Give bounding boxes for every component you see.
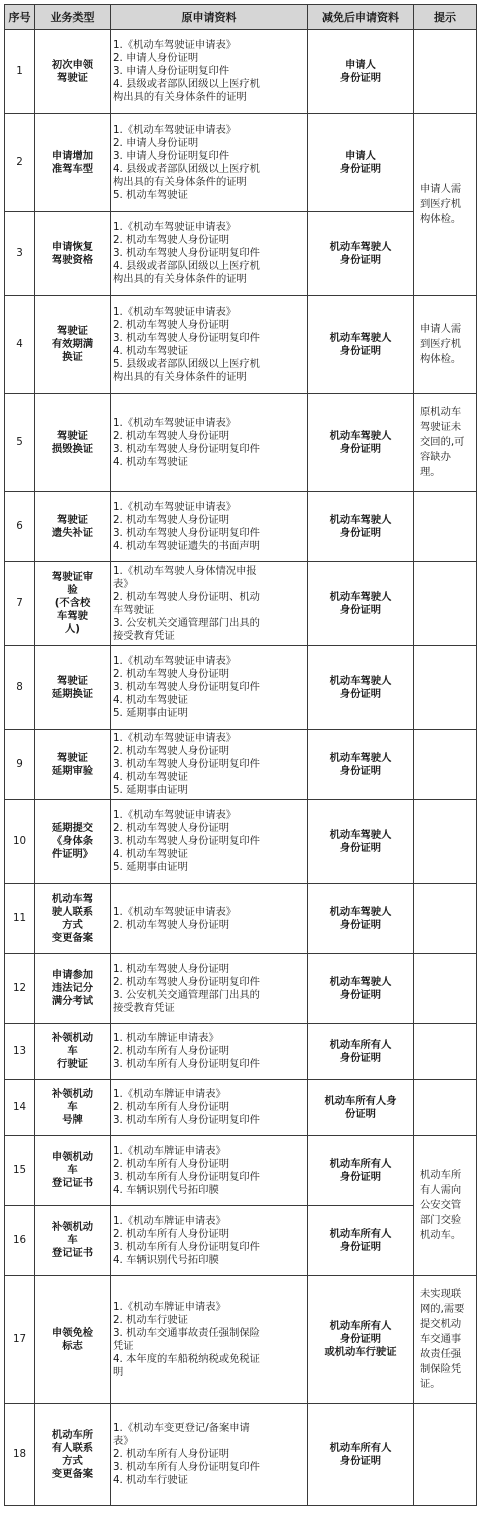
business-type-line: 号牌 <box>62 1114 83 1126</box>
original-material-line: 3. 机动车交通事故责任强制保险 <box>113 1326 260 1339</box>
original-material-line: 1. 机动车驾驶人身份证明 <box>113 962 230 975</box>
original-material-line: 1.《机动车驾驶人身体情况申报 <box>113 564 257 577</box>
original-material-line: 构出具的有关身体条件的证明 <box>113 273 247 285</box>
business-type-line: 件证明》 <box>51 848 94 860</box>
business-type <box>35 212 111 296</box>
original-material-line: 构出具的有关身体条件的证明 <box>113 175 247 188</box>
original-materials <box>111 1404 308 1506</box>
row-number: 1 <box>5 30 35 114</box>
business-type-line: 申请增加 <box>51 149 94 162</box>
row-number: 17 <box>5 1276 35 1404</box>
original-material-line: 3. 机动车驾驶人身份证明复印件 <box>113 758 260 770</box>
business-type-line: 满分考试 <box>51 995 94 1007</box>
business-type <box>35 1136 111 1206</box>
original-materials <box>111 296 308 394</box>
tip-cell <box>414 1404 477 1506</box>
original-material-line: 凭证 <box>113 1339 134 1352</box>
original-material-line: 2. 机动车驾驶人身份证明 <box>113 822 230 834</box>
reduced-material-line: 身份证明 <box>339 253 382 266</box>
original-materials <box>111 800 308 884</box>
business-type-line: 驾驶证 <box>57 513 88 526</box>
header-no: 序号 <box>5 5 35 30</box>
original-material-line: 2. 申请人身份证明 <box>113 52 199 64</box>
original-material-line: 5. 县级或者部队团级以上医疗机 <box>113 357 260 370</box>
tip-cell <box>414 800 477 884</box>
business-type <box>35 954 111 1024</box>
original-material-line: 2. 机动车行驶证 <box>113 1313 188 1326</box>
tip-cell <box>414 646 477 730</box>
business-type <box>35 1404 111 1506</box>
tip-cell <box>414 296 477 394</box>
tip-cell <box>414 1136 477 1276</box>
original-materials <box>111 394 308 492</box>
business-type-line: 申领机动 <box>51 1151 94 1163</box>
business-type-line: 补领机动 <box>51 1221 94 1233</box>
original-material-line: 1.《机动车驾驶证申请表》 <box>113 905 237 918</box>
table-row <box>5 1276 477 1404</box>
original-material-line: 1.《机动车牌证申请表》 <box>113 1300 226 1313</box>
tip-cell <box>414 1276 477 1404</box>
business-type-line: 车 <box>67 1164 78 1176</box>
business-type-line: 车驾驶 <box>57 610 88 622</box>
business-type-line: 车 <box>67 1234 78 1246</box>
original-material-line: 接受教育凭证 <box>113 1001 175 1014</box>
original-material-line: 3. 机动车所有人身份证明复印件 <box>113 1114 260 1126</box>
row-number: 12 <box>5 954 35 1024</box>
reduced-material-line: 机动车驾驶人 <box>329 905 392 918</box>
original-materials <box>111 30 308 114</box>
tip-cell <box>414 1080 477 1136</box>
reduced-materials <box>308 394 414 492</box>
business-type-line: 违法记分 <box>51 982 94 994</box>
row-number: 16 <box>5 1206 35 1276</box>
reduced-materials <box>308 1024 414 1080</box>
original-materials <box>111 492 308 562</box>
reduced-materials <box>308 800 414 884</box>
reduced-materials <box>308 1136 414 1206</box>
original-material-line: 构出具的有关身体条件的证明 <box>113 370 247 383</box>
reduced-materials <box>308 296 414 394</box>
reduced-material-line: 份证明 <box>345 1107 376 1120</box>
reduced-material-line: 身份证明 <box>339 344 382 357</box>
reduced-materials <box>308 884 414 954</box>
header-reduced: 减免后申请资料 <box>308 5 414 30</box>
header-row <box>5 5 477 30</box>
original-materials <box>111 1024 308 1080</box>
table-row <box>5 1404 477 1506</box>
reduced-material-line: 身份证明 <box>339 1170 382 1183</box>
reduced-materials <box>308 1404 414 1506</box>
tip-cell <box>414 30 477 114</box>
original-material-line: 4. 机动车驾驶证 <box>113 848 188 860</box>
reduced-material-line: 申请人 <box>345 58 376 71</box>
business-type-line: 验 <box>67 584 78 596</box>
original-material-line: 构出具的有关身体条件的证明 <box>113 91 247 103</box>
table-row <box>5 296 477 394</box>
original-material-line: 3. 机动车所有人身份证明复印件 <box>113 1240 260 1253</box>
original-material-line: 5. 延期事由证明 <box>113 861 188 873</box>
reduced-material-line: 身份证明 <box>339 71 382 84</box>
original-material-line: 表》 <box>113 1435 134 1447</box>
original-material-line: 1.《机动车牌证申请表》 <box>113 1144 226 1157</box>
business-type-line: 遗失补证 <box>51 526 94 539</box>
business-type-line: 方式 <box>62 918 83 931</box>
original-material-line: 1.《机动车驾驶证申请表》 <box>113 305 237 318</box>
reduced-materials <box>308 1080 414 1136</box>
business-type-line: 驾驶证 <box>57 751 88 764</box>
reduced-materials <box>308 1276 414 1404</box>
original-material-line: 3. 公安机关交通管理部门出具的 <box>113 988 260 1001</box>
business-type-line: 延期换证 <box>51 687 94 700</box>
original-material-line: 1.《机动车牌证申请表》 <box>113 1088 226 1100</box>
reduced-materials <box>308 114 414 212</box>
business-type-line: 驾驶资格 <box>51 253 94 266</box>
table-row <box>5 646 477 730</box>
original-material-line: 2. 申请人身份证明 <box>113 136 199 149</box>
original-material-line: 4. 机动车驾驶证 <box>113 344 188 357</box>
row-number: 11 <box>5 884 35 954</box>
reduced-material-line: 机动车所有人 <box>329 1320 392 1332</box>
reduced-material-line: 身份证明 <box>339 1240 382 1253</box>
table-row <box>5 492 477 562</box>
table-row <box>5 30 477 114</box>
original-materials <box>111 954 308 1024</box>
business-type-line: 机动车驾 <box>51 892 94 905</box>
business-type-line: 机动车所 <box>51 1428 94 1441</box>
original-material-line: 4. 车辆识别代号拓印膜 <box>113 1183 219 1196</box>
business-type <box>35 1080 111 1136</box>
reduced-material-line: 身份证明 <box>339 1454 382 1467</box>
original-materials <box>111 730 308 800</box>
original-material-line: 4. 机动车驾驶证遗失的书面声明 <box>113 539 260 552</box>
reduced-material-line: 身份证明 <box>339 687 382 700</box>
business-type-line: 申请参加 <box>51 969 94 981</box>
original-material-line: 2. 机动车驾驶人身份证明 <box>113 513 230 526</box>
original-material-line: 3. 机动车驾驶人身份证明复印件 <box>113 247 260 259</box>
original-material-line: 3. 机动车驾驶人身份证明复印件 <box>113 526 260 539</box>
business-type-line: 有效期满 <box>51 338 94 350</box>
original-material-line: 4. 县级或者部队团级以上医疗机 <box>113 78 260 90</box>
original-material-line: 2. 机动车驾驶人身份证明、机动 <box>113 590 260 603</box>
business-type-line: 行驶证 <box>57 1058 88 1070</box>
tip-text: 申请人需到医疗机构体检。 <box>420 323 462 365</box>
table-body <box>5 30 477 1506</box>
original-material-line: 1.《机动车驾驶证申请表》 <box>113 416 237 429</box>
original-material-line: 1.《机动车驾驶证申请表》 <box>113 123 237 136</box>
table-row <box>5 1136 477 1206</box>
original-material-line: 5. 延期事由证明 <box>113 784 188 796</box>
reduced-material-line: 身份证明 <box>339 764 382 777</box>
reduced-material-line: 身份证明 <box>339 442 382 455</box>
row-number: 5 <box>5 394 35 492</box>
original-materials <box>111 1276 308 1404</box>
reduced-material-line: 机动车所有人 <box>329 1441 392 1454</box>
business-type-line: 延期审验 <box>51 764 94 777</box>
original-materials <box>111 212 308 296</box>
table-row <box>5 394 477 492</box>
business-type <box>35 296 111 394</box>
original-material-line: 接受教育凭证 <box>113 629 175 642</box>
reduced-materials <box>308 562 414 646</box>
reduced-material-line: 机动车所有人 <box>329 1227 392 1240</box>
business-type-line: 延期提交 <box>51 822 94 834</box>
business-type <box>35 30 111 114</box>
original-materials <box>111 114 308 212</box>
row-number: 8 <box>5 646 35 730</box>
reduced-material-line: 机动车驾驶人 <box>329 240 392 253</box>
row-number: 4 <box>5 296 35 394</box>
business-type-line: 换证 <box>62 351 83 363</box>
reduced-materials <box>308 30 414 114</box>
original-material-line: 明 <box>113 1365 124 1378</box>
original-material-line: 3. 机动车所有人身份证明复印件 <box>113 1058 260 1070</box>
reduced-material-line: 机动车驾驶人 <box>329 975 392 988</box>
original-material-line: 2. 机动车所有人身份证明 <box>113 1101 230 1113</box>
original-materials <box>111 1080 308 1136</box>
tip-text: 未实现联网的,需要提交机动车交通事故责任强制保险凭证。 <box>420 1288 465 1390</box>
original-material-line: 2. 机动车所有人身份证明 <box>113 1227 230 1240</box>
business-type-line: 人) <box>64 623 80 635</box>
business-type-line: 驾驶证 <box>57 429 88 442</box>
row-number: 14 <box>5 1080 35 1136</box>
original-materials <box>111 1206 308 1276</box>
original-material-line: 5. 机动车驾驶证 <box>113 188 188 201</box>
business-type-line: 驾驶证 <box>57 325 88 337</box>
table-row <box>5 114 477 212</box>
original-material-line: 4. 县级或者部队团级以上医疗机 <box>113 260 260 272</box>
business-type-line: 方式 <box>62 1454 83 1467</box>
original-material-line: 1.《机动车驾驶证申请表》 <box>113 39 237 51</box>
reduced-materials <box>308 492 414 562</box>
business-type <box>35 646 111 730</box>
original-material-line: 2. 机动车驾驶人身份证明复印件 <box>113 975 260 988</box>
original-material-line: 车驾驶证 <box>113 603 155 616</box>
business-type <box>35 730 111 800</box>
original-material-line: 2. 机动车驾驶人身份证明 <box>113 318 230 331</box>
tip-cell <box>414 114 477 296</box>
original-material-line: 2. 机动车驾驶人身份证明 <box>113 668 230 680</box>
business-type-line: 申请恢复 <box>51 240 94 253</box>
original-material-line: 4. 机动车驾驶证 <box>113 771 188 783</box>
row-number: 18 <box>5 1404 35 1506</box>
reduced-material-line: 机动车驾驶人 <box>329 513 392 526</box>
tip-text: 原机动车驾驶证未交回的,可容缺办理。 <box>420 406 465 478</box>
header-tip: 提示 <box>414 5 477 30</box>
reduced-material-line: 机动车所有人身 <box>324 1094 397 1107</box>
table-row <box>5 954 477 1024</box>
business-type-line: 损毁换证 <box>51 442 94 455</box>
original-material-line: 4. 车辆识别代号拓印膜 <box>113 1253 219 1266</box>
business-type-line: 补领机动 <box>51 1088 94 1100</box>
reduced-material-line: 机动车驾驶人 <box>329 828 392 841</box>
business-type-line: 标志 <box>62 1339 83 1352</box>
business-type-line: 车 <box>67 1101 78 1113</box>
original-material-line: 3. 机动车驾驶人身份证明复印件 <box>113 681 260 693</box>
original-material-line: 1.《机动车驾驶证申请表》 <box>113 655 237 667</box>
original-material-line: 1.《机动车驾驶证申请表》 <box>113 732 237 744</box>
original-material-line: 3. 机动车驾驶人身份证明复印件 <box>113 331 260 344</box>
original-material-line: 4. 机动车行驶证 <box>113 1474 188 1486</box>
original-material-line: 1.《机动车牌证申请表》 <box>113 1214 226 1227</box>
reduced-material-line: 或机动车行驶证 <box>324 1346 397 1358</box>
original-material-line: 3. 公安机关交通管理部门出具的 <box>113 616 260 629</box>
original-material-line: 2. 机动车驾驶人身份证明 <box>113 429 230 442</box>
original-materials <box>111 562 308 646</box>
tip-cell <box>414 492 477 562</box>
business-type-line: 驾驶证审 <box>51 571 94 583</box>
business-type <box>35 492 111 562</box>
original-material-line: 1.《机动车变更登记/备案申请 <box>113 1422 250 1434</box>
original-material-line: 3. 申请人身份证明复印件 <box>113 65 230 77</box>
reduced-material-line: 身份证明 <box>339 918 382 931</box>
original-material-line: 2. 机动车所有人身份证明 <box>113 1157 230 1170</box>
original-material-line: 1.《机动车驾驶证申请表》 <box>113 500 237 513</box>
original-material-line: 3. 机动车所有人身份证明复印件 <box>113 1461 260 1473</box>
reduced-material-line: 身份证明 <box>339 526 382 539</box>
original-material-line: 2. 机动车驾驶人身份证明 <box>113 745 230 757</box>
reduced-material-line: 机动车所有人 <box>329 1038 392 1051</box>
original-material-line: 3. 机动车驾驶人身份证明复印件 <box>113 442 260 455</box>
business-type <box>35 1276 111 1404</box>
original-material-line: 1.《机动车驾驶证申请表》 <box>113 221 237 233</box>
reduced-materials <box>308 730 414 800</box>
business-type-line: 补领机动 <box>51 1032 94 1044</box>
business-type-line: 有人联系 <box>51 1441 94 1454</box>
row-number: 15 <box>5 1136 35 1206</box>
tip-cell <box>414 884 477 954</box>
original-material-line: 4. 本年度的车船税纳税或免税证 <box>113 1352 260 1365</box>
business-type-line: 驾驶证 <box>57 674 88 687</box>
reduced-material-line: 机动车驾驶人 <box>329 590 392 603</box>
reduced-material-line: 身份证明 <box>339 162 382 175</box>
reduced-material-line: 机动车驾驶人 <box>329 429 392 442</box>
reduced-materials <box>308 954 414 1024</box>
table-row <box>5 730 477 800</box>
reduced-material-line: 身份证明 <box>339 603 382 616</box>
original-material-line: 4. 机动车驾驶证 <box>113 694 188 706</box>
table-row <box>5 1024 477 1080</box>
original-material-line: 5. 延期事由证明 <box>113 707 188 719</box>
tip-cell <box>414 1024 477 1080</box>
reduced-material-line: 机动车驾驶人 <box>329 331 392 344</box>
tip-cell <box>414 562 477 646</box>
original-material-line: 2. 机动车驾驶人身份证明 <box>113 234 230 246</box>
original-material-line: 3. 申请人身份证明复印件 <box>113 149 230 162</box>
reduced-material-line: 身份证明 <box>339 841 382 854</box>
table-row <box>5 562 477 646</box>
original-material-line: 4. 县级或者部队团级以上医疗机 <box>113 162 260 175</box>
row-number: 3 <box>5 212 35 296</box>
business-type-line: 初次申领 <box>51 58 94 71</box>
reduced-material-line: 身份证明 <box>339 1051 382 1064</box>
business-type-line: 车 <box>67 1045 78 1057</box>
business-type-line: 登记证书 <box>51 1177 94 1189</box>
business-type-line: 准驾车型 <box>51 162 94 175</box>
business-type <box>35 800 111 884</box>
header-type: 业务类型 <box>35 5 111 30</box>
business-type-line: 登记证书 <box>51 1247 94 1259</box>
original-material-line: 3. 机动车所有人身份证明复印件 <box>113 1170 260 1183</box>
business-type <box>35 562 111 646</box>
header-original: 原申请资料 <box>111 5 308 30</box>
business-type-line: 变更备案 <box>51 931 94 944</box>
original-material-line: 2. 机动车所有人身份证明 <box>113 1448 230 1460</box>
business-type-line: 《身体条 <box>51 835 94 847</box>
business-type-line: (不含校 <box>54 597 91 609</box>
table-row <box>5 800 477 884</box>
row-number: 13 <box>5 1024 35 1080</box>
requirements-table <box>4 4 477 1506</box>
business-type <box>35 884 111 954</box>
original-material-line: 2. 机动车驾驶人身份证明 <box>113 918 230 931</box>
reduced-material-line: 机动车驾驶人 <box>329 751 392 764</box>
row-number: 7 <box>5 562 35 646</box>
business-type <box>35 114 111 212</box>
reduced-materials <box>308 1206 414 1276</box>
tip-text: 机动车所有人需向公安交管部门交验机动车。 <box>420 1169 462 1241</box>
reduced-materials <box>308 212 414 296</box>
reduced-material-line: 身份证明 <box>339 1333 382 1345</box>
row-number: 10 <box>5 800 35 884</box>
original-material-line: 4. 机动车驾驶证 <box>113 455 188 468</box>
reduced-material-line: 身份证明 <box>339 988 382 1001</box>
business-type <box>35 1024 111 1080</box>
row-number: 2 <box>5 114 35 212</box>
reduced-materials <box>308 646 414 730</box>
business-type-line: 驾驶证 <box>57 71 88 84</box>
original-materials <box>111 646 308 730</box>
business-type-line: 变更备案 <box>51 1467 94 1480</box>
original-material-line: 表》 <box>113 577 134 590</box>
reduced-material-line: 申请人 <box>345 149 376 162</box>
row-number: 9 <box>5 730 35 800</box>
business-type <box>35 1206 111 1276</box>
original-material-line: 1. 机动车牌证申请表》 <box>113 1032 219 1044</box>
table-row <box>5 1206 477 1276</box>
tip-cell <box>414 394 477 492</box>
business-type <box>35 394 111 492</box>
tip-cell <box>414 730 477 800</box>
table-row <box>5 884 477 954</box>
business-type-line: 申领免检 <box>51 1326 94 1339</box>
business-type-line: 驶人联系 <box>51 905 94 918</box>
original-materials <box>111 1136 308 1206</box>
tip-cell <box>414 954 477 1024</box>
original-material-line: 1.《机动车驾驶证申请表》 <box>113 809 237 821</box>
table-row <box>5 1080 477 1136</box>
table-row <box>5 212 477 296</box>
tip-text: 申请人需到医疗机构体检。 <box>420 183 462 225</box>
row-number: 6 <box>5 492 35 562</box>
original-material-line: 2. 机动车所有人身份证明 <box>113 1045 230 1057</box>
original-materials <box>111 884 308 954</box>
original-material-line: 3. 机动车驾驶人身份证明复印件 <box>113 835 260 847</box>
reduced-material-line: 机动车驾驶人 <box>329 674 392 687</box>
reduced-material-line: 机动车所有人 <box>329 1157 392 1170</box>
